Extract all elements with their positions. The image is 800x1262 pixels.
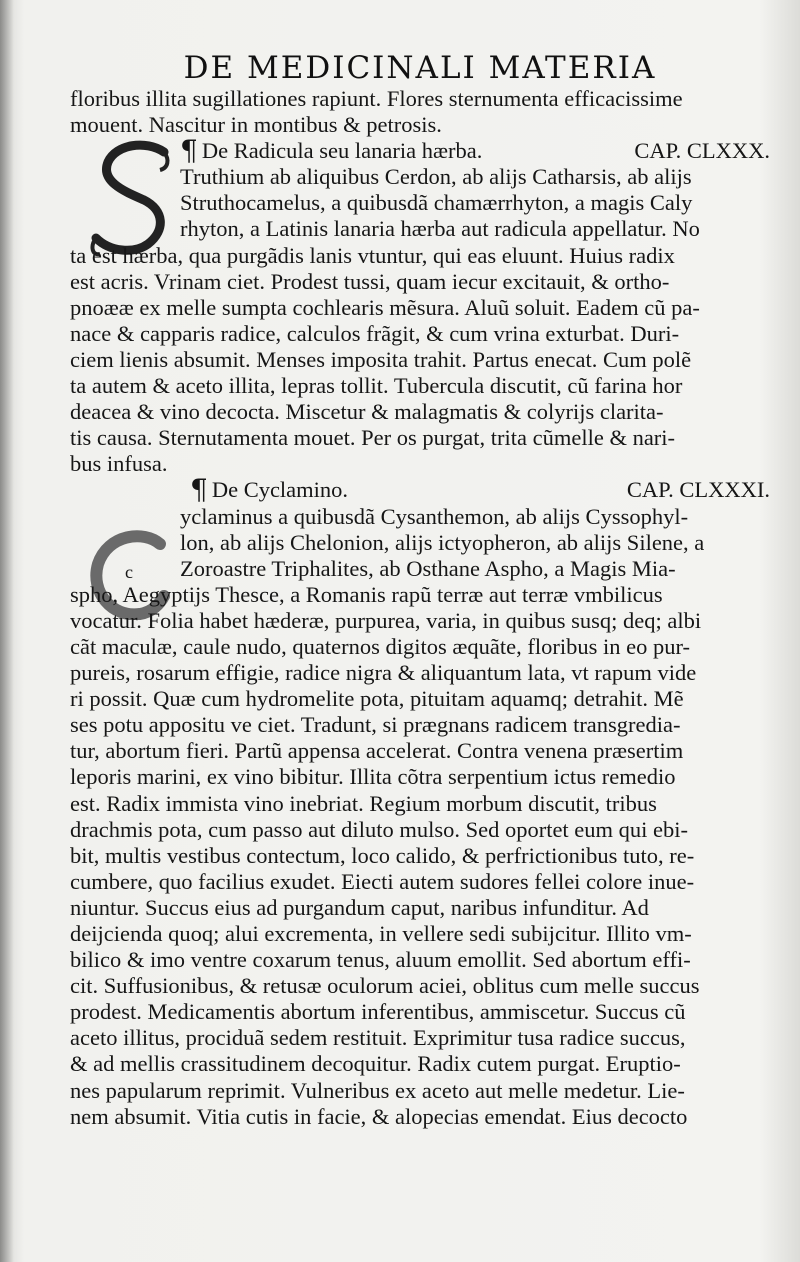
text-line: ses potu appositu ve ciet. Tradunt, si prægnans radicem transgredia- [70, 712, 681, 738]
text-line: ta est hærba, qua purgãdis lanis vtuntur, qui eas eluunt. Huius radix [70, 242, 675, 268]
text-line: deacea & vino decocta. Miscetur & malagmatis & colyrijs clarita- [70, 399, 664, 425]
text-line: Truthium ab aliquibus Cerdon, ab alijs Catharsis, ab alijs [180, 164, 692, 190]
chapter-title: De Radicula seu lanaria hærba. [201, 138, 483, 164]
pilcrow-icon: ¶ [190, 473, 208, 507]
chapter-title: De Cyclamino. [211, 477, 349, 503]
guide-letter: c [125, 562, 133, 582]
text-line: floribus illita sugillationes rapiunt. Flores sternumenta efficacissime [70, 86, 683, 111]
chapter-heading [70, 473, 770, 507]
text-line: aceto illitus, prociduã sedem restituit. Exprimitur tusa radice succus, [70, 1025, 686, 1051]
text-line: ri possit. Quæ cum hydromelite pota, pituitam aquamq; detrahit. Mẽ [70, 686, 684, 712]
pilcrow-icon: ¶ [180, 134, 198, 168]
text-line: vocatur. Folia habet hæderæ, purpurea, varia, in quibus susq; deq; albi [70, 607, 702, 633]
text-line: bit, multis vestibus contectum, loco calido, & perfrictionibus tuto, re- [70, 842, 695, 868]
text-line: est acris. Vrinam ciet. Prodest tussi, quam iecur excitauit, & ortho- [70, 268, 670, 294]
text-line: lon, ab alijs Chelonion, alijs ictyopheron, ab alijs Silene, a [180, 529, 705, 555]
text-line: pnoææ ex melle sumpta cochlearis mẽsura. Aluũ soluit. Eadem cũ pa- [70, 294, 700, 320]
text-line: nes papularum reprimit. Vulneribus ex aceto aut melle medetur. Lie- [70, 1077, 685, 1103]
text-line: bilico & imo ventre coxarum tenus, aluum emollit. Sed abortum effi- [70, 947, 691, 973]
body-text [70, 86, 770, 1130]
text-line: tur, abortum fieri. Partũ appensa accelerat. Contra venena præsertim [70, 738, 684, 764]
text-line: tis causa. Sternutamenta mouet. Per os purgat, trita cũmelle & nari- [70, 425, 676, 451]
chapter-number: CAP. CLXXX. [634, 138, 770, 164]
text-line: deijcienda quoq; alui excrementa, in vellere sedi subijcitur. Illito vm- [70, 921, 692, 946]
text-line: rhyton, a Latinis lanaria hærba aut radicula appellatur. No [180, 216, 700, 242]
text-line: Zoroastre Triphalites, ab Osthane Aspho, a Magis Mia- [180, 555, 676, 581]
text-line: nace & capparis radice, calculos frãgit, & cum vrina exturbat. Duri- [70, 320, 680, 346]
text-line: mouent. Nascitur in montibus & petrosis. [70, 112, 442, 138]
text-line: yclaminus a quibusdã Cysanthemon, ab alijs Cyssophyl- [180, 503, 689, 529]
gutter-shadow [0, 0, 14, 1262]
text-line: Struthocamelus, a quibusdã chamærrhyton, a magis Caly [180, 190, 693, 216]
text-line: & ad mellis crassitudinem decoquitur. Radix cutem purgat. Eruptio- [70, 1051, 681, 1077]
running-head: DE MEDICINALI MATERIA [183, 50, 657, 86]
chapter-number: CAP. CLXXXI. [626, 477, 770, 503]
text-line: cit. Suffusionibus, & retusæ oculorum aciei, oblitus cum melle succus [70, 973, 700, 999]
chapter-heading [70, 134, 770, 168]
text-line: cãt maculæ, caule nudo, quaternos digitos æquãte, floribus in eo pur- [70, 633, 691, 659]
text-line: bus infusa. [70, 451, 168, 477]
text-line: spho, Aegyptijs Thesce, a Romanis rapũ terræ aut terræ vmbilicus [70, 581, 663, 607]
text-line: pureis, rosarum effigie, radice nigra & aliquantum lata, vt rapum vide [70, 660, 697, 686]
text-line: niuntur. Succus eius ad purgandum caput, naribus infunditur. Ad [70, 894, 649, 920]
text-line: cumbere, quo facilius exudet. Eiecti autem sudores fellei colore inue- [70, 868, 695, 894]
text-line: nem absumit. Vitia cutis in facie, & alopecias emendat. Eius decocto [70, 1103, 688, 1129]
text-line: ta autem & aceto illita, lepras tollit. Tubercula discutit, cũ farina hor [70, 373, 683, 399]
text-line: prodest. Medicamentis abortum inferentibus, ammiscetur. Succus cũ [70, 999, 686, 1025]
text-line: ciem lienis absumit. Menses imposita trahit. Partus enecat. Cum polẽ [70, 346, 692, 372]
text-line: est. Radix immista vino inebriat. Regium morbum discutit, tribus [70, 790, 657, 816]
text-line: leporis marini, ex vino bibitur. Illita cõtra serpentium ictus remedio [70, 764, 676, 790]
text-line: drachmis pota, cum passo aut diluto mulso. Sed oportet eum qui ebi- [70, 816, 689, 842]
